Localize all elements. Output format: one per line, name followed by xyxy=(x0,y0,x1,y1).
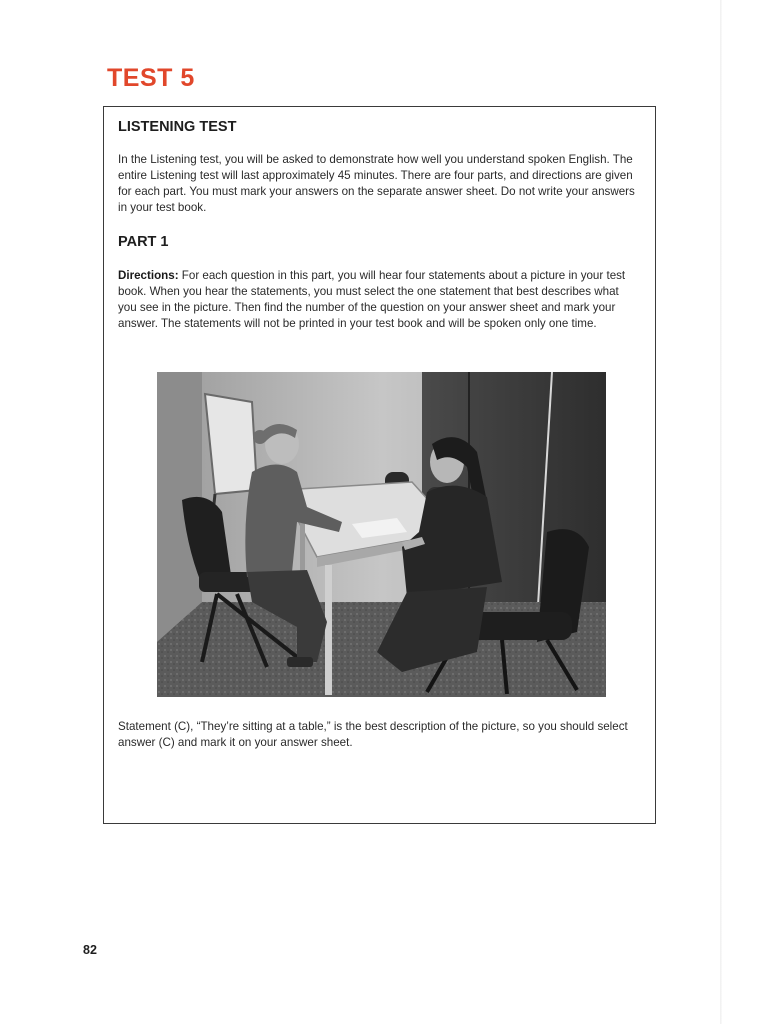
directions-label: Directions: xyxy=(118,269,179,282)
listening-test-heading: LISTENING TEST xyxy=(118,119,237,135)
example-statement-paragraph: Statement (C), “They’re sitting at a table,” is the best description of the picture, so you should select answer (C) and mark it on your answer sheet. xyxy=(118,720,628,749)
example-photo xyxy=(157,372,606,697)
test-title: TEST 5 xyxy=(107,64,195,92)
directions-paragraph xyxy=(118,268,640,332)
page-edge xyxy=(720,0,722,1024)
page-number: 82 xyxy=(83,943,97,957)
directions-text: For each question in this part, you will hear four statements about a picture in your test book. When you hear the statements, you must select the one statement that best describes what you see in the picture. Then find the number of the question on your answer sheet and mark your answer. The statements will not be printed in your test book and will be spoken only one time. xyxy=(118,269,626,330)
part-1-heading: PART 1 xyxy=(118,234,169,250)
listening-intro-paragraph: In the Listening test, you will be asked to demonstrate how well you understand spoken English. The entire Listening test will last approximately 45 minutes. There are four parts, and directions are given for each part. You must mark your answers on the separate answer sheet. Do not write your answers in your test book. xyxy=(118,153,635,214)
content-box xyxy=(103,106,656,824)
